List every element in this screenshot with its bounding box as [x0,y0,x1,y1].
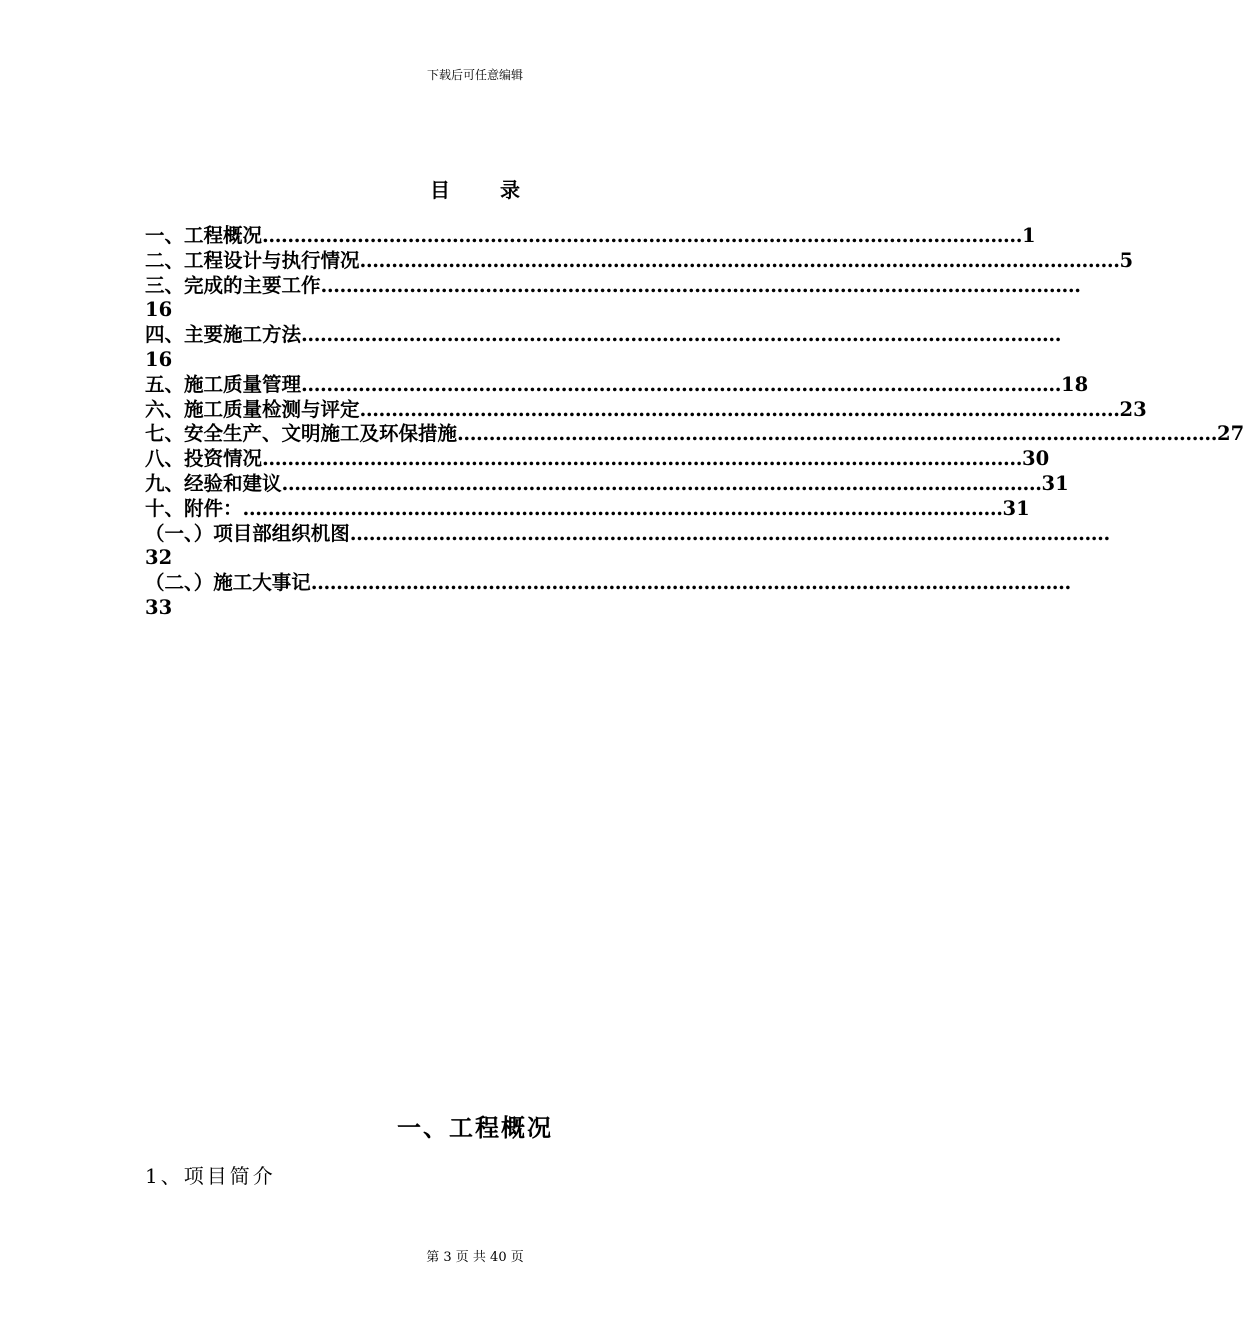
toc-entry-label: 七、安全生产、文明施工及环保措施 [145,422,458,446]
toc-entry-page: 33 [145,595,173,619]
toc-entry-page: 16 [145,347,173,371]
toc-entry-label: （一、）项目部组织机图 [145,521,350,545]
toc-entry[interactable] [145,397,1147,423]
toc-entry-page: 16 [145,298,173,322]
toc-entry[interactable] [145,571,1071,621]
toc-entry-page: 23 [1119,397,1147,421]
toc-leader-dots: ………………………………………………………………………………………………………… [301,323,1062,347]
toc-entry-label: 二、工程设计与执行情况 [145,248,360,272]
toc-title-right: 录 [500,178,520,202]
toc-entry[interactable] [145,422,1244,447]
toc-entry[interactable] [145,447,1050,472]
toc-entry-label: 九、经验和建议 [145,471,282,495]
toc-entry-label: 三、完成的主要工作 [145,273,321,297]
toc-entry[interactable] [145,496,1030,522]
page-footer: 第 3 页 共 40 页 [426,1250,524,1265]
toc-leader-dots: ………………………………………………………………………………………………………… [262,447,1023,471]
toc-entry-label: 十、附件： [145,496,243,520]
toc-entry-label: （二、）施工大事记 [145,571,311,595]
toc-entry-label: 八、投资情况 [145,447,263,471]
toc-title [0,174,950,203]
toc-leader-dots: ………………………………………………………………………………………………………… [301,372,1062,396]
toc-entry[interactable] [145,273,1081,324]
toc-entry-page: 5 [1119,248,1134,272]
toc-leader-dots: ………………………………………………………………………………………………………… [281,471,1042,495]
toc-leader-dots: ………………………………………………………………………………………………………… [349,521,1110,545]
toc-entry-label: 一、工程概况 [145,224,263,247]
section-title: 一、工程概况 [397,1113,553,1142]
toc-entry-page: 18 [1061,372,1089,396]
toc-entry-label: 五、施工质量管理 [145,372,302,396]
toc-entry[interactable] [145,224,1036,249]
toc-entry-page: 31 [1002,496,1030,520]
toc-entry-label: 四、主要施工方法 [145,323,302,347]
toc-leader-dots: ………………………………………………………………………………………………………… [359,248,1120,272]
toc-entry-page: 31 [1041,471,1069,495]
toc-leader-dots: ………………………………………………………………………………………………………… [310,571,1071,595]
toc-leader-dots: ………………………………………………………………………………………………………… [242,496,1003,520]
toc-entry-page: 30 [1022,447,1050,471]
toc-leader-dots: ………………………………………………………………………………………………………… [457,422,1218,446]
toc-entry-page: 27 [1217,422,1244,446]
subsection-title: 1、项目简介 [145,1164,276,1188]
toc-leader-dots: ………………………………………………………………………………………………………… [262,224,1023,247]
toc-entry[interactable] [145,471,1069,497]
toc-title-left: 目 [430,178,450,202]
table-of-contents [145,224,1244,621]
toc-entry[interactable] [145,248,1134,274]
page-header: 下载后可任意编辑 [426,68,523,82]
toc-entry-page: 32 [145,546,173,570]
toc-entry[interactable] [145,323,1062,373]
toc-entry[interactable] [145,521,1110,572]
toc-entry-page: 1 [1022,224,1036,247]
toc-leader-dots: ………………………………………………………………………………………………………… [359,397,1120,421]
toc-leader-dots: ………………………………………………………………………………………………………… [320,273,1081,297]
toc-entry[interactable] [145,372,1089,398]
toc-entry-label: 六、施工质量检测与评定 [145,397,360,421]
